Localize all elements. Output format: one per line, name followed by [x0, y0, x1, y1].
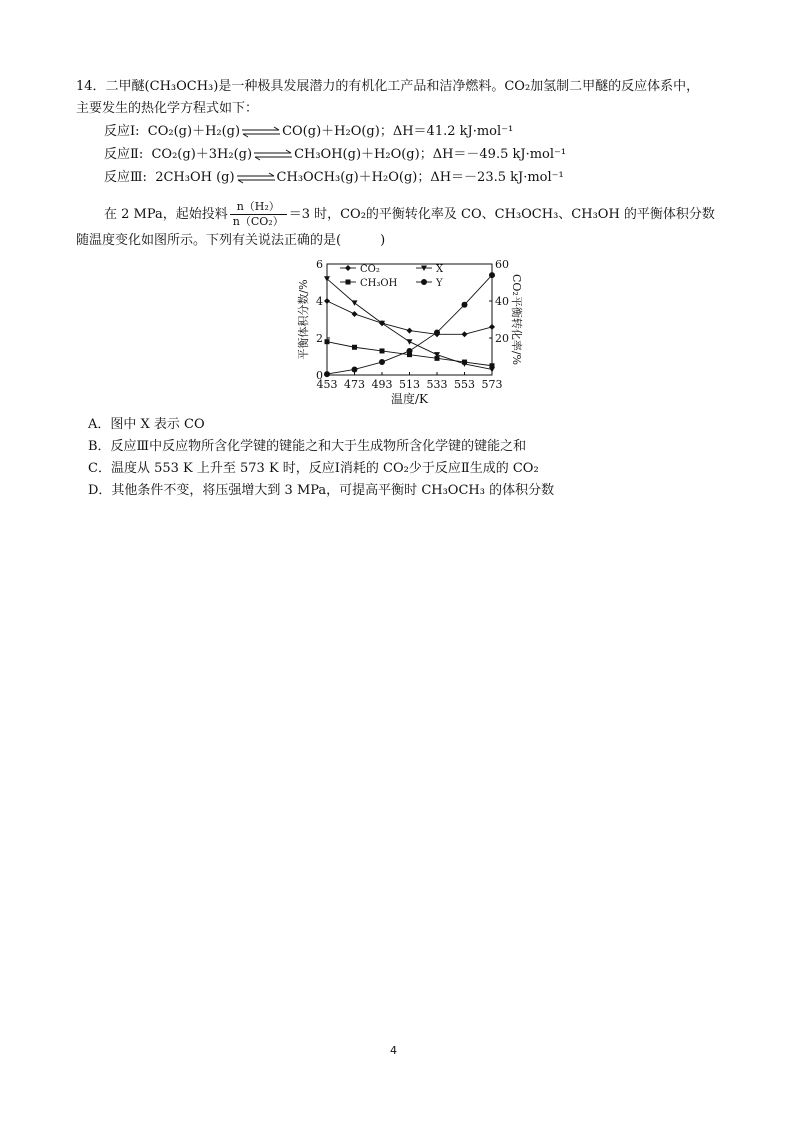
data-point	[352, 300, 358, 306]
question-number: 14．	[76, 79, 106, 94]
x-tick-label: 473	[344, 378, 365, 391]
option-b[interactable]: B．反应Ⅲ中反应物所含化学键的键能之和大于生成物所含化学键的键能之和	[88, 439, 527, 454]
reaction-label: 反应Ⅰ:	[104, 124, 140, 139]
y-left-tick-label: 2	[316, 332, 323, 345]
data-point	[352, 311, 358, 317]
fraction-numerator: n（H₂）	[230, 200, 287, 215]
question-stem-line1	[76, 78, 699, 96]
y-right-tick-label: 20	[495, 332, 509, 345]
option-a[interactable]: A．图中 X 表示 CO	[88, 417, 205, 432]
legend-label: X	[436, 264, 444, 275]
equilibrium-arrow-icon	[236, 173, 276, 183]
data-point	[489, 324, 495, 330]
y-right-tick-label: 40	[495, 295, 509, 308]
condition-post: ＝3 时，CO₂的平衡转化率及 CO、CH₃OCH₃、CH₃OH 的平衡体积分数	[288, 207, 715, 222]
data-point	[407, 348, 413, 354]
legend-marker	[346, 280, 351, 285]
y-left-tick-label: 6	[316, 258, 323, 271]
data-point	[379, 359, 385, 365]
y-right-tick-label: 60	[495, 258, 509, 271]
reaction-products: CH₃OH(g)＋H₂O(g)；ΔH＝－49.5 kJ·mol⁻¹	[294, 147, 567, 162]
data-point	[462, 331, 468, 337]
equilibrium-chart	[282, 250, 523, 410]
reaction-reactants: CO₂(g)＋3H₂(g)	[151, 147, 253, 162]
page-number: 4	[390, 1044, 397, 1057]
reaction-3	[104, 169, 564, 187]
feed-ratio-fraction	[230, 200, 287, 229]
reaction-label: 反应Ⅲ:	[104, 170, 147, 185]
data-point	[407, 339, 413, 345]
x-tick-label: 493	[371, 378, 393, 391]
condition-line1	[104, 200, 715, 229]
condition-pre: 在 2 MPa，起始投料	[104, 207, 228, 222]
reaction-reactants: 2CH₃OH (g)	[155, 170, 235, 185]
y-right-axis-label: CO₂平衡转化率/%	[510, 273, 523, 366]
reaction-products: CH₃OCH₃(g)＋H₂O(g)；ΔH＝－23.5 kJ·mol⁻¹	[276, 170, 564, 185]
y-left-tick-label: 0	[316, 369, 323, 382]
legend-label: Y	[436, 278, 443, 289]
data-point	[435, 356, 440, 361]
data-point	[462, 360, 467, 365]
data-point	[434, 329, 440, 335]
option-d[interactable]: D．其他条件不变，将压强增大到 3 MPa，可提高平衡时 CH₃OCH₃ 的体积分数	[88, 483, 555, 498]
legend-label: CH₃OH	[360, 278, 398, 289]
y-left-tick-label: 4	[316, 295, 323, 308]
data-point	[380, 348, 385, 353]
data-point	[489, 272, 495, 278]
option-c[interactable]: C．温度从 553 K 上升至 573 K 时，反应Ⅰ消耗的 CO₂少于反应Ⅱ生成的 CO₂	[88, 461, 539, 476]
x-tick-label: 453	[316, 378, 338, 391]
data-point	[490, 363, 495, 368]
data-point	[462, 302, 468, 308]
data-point	[324, 371, 330, 377]
legend-marker	[421, 279, 427, 285]
data-point	[352, 366, 358, 372]
reaction-products: CO(g)＋H₂O(g)；ΔH＝41.2 kJ·mol⁻¹	[282, 124, 514, 139]
x-axis-label: 温度/K	[390, 392, 429, 406]
plot-frame	[327, 264, 492, 375]
reaction-label: 反应Ⅱ:	[104, 147, 144, 162]
equilibrium-arrow-icon	[241, 127, 281, 137]
x-tick-label: 553	[454, 378, 475, 391]
legend-label: CO₂	[360, 264, 380, 275]
question-stem-line2: 主要发生的热化学方程式如下：	[76, 101, 259, 116]
equilibrium-arrow-icon	[253, 150, 293, 160]
reaction-2	[104, 146, 566, 164]
reaction-1	[104, 123, 513, 141]
data-point	[352, 345, 357, 350]
data-point	[407, 328, 413, 334]
x-tick-label: 533	[426, 378, 448, 391]
data-point	[324, 298, 330, 304]
x-tick-label: 573	[481, 378, 503, 391]
reaction-reactants: CO₂(g)＋H₂(g)	[147, 124, 241, 139]
series-line	[327, 275, 492, 374]
x-tick-label: 513	[399, 378, 420, 391]
question-stem-text: 二甲醚(CH₃OCH₃)是一种极具发展潜力的有机化工产品和洁净燃料。CO₂加氢制二甲醚的反应体系中，	[105, 79, 700, 94]
data-point	[325, 339, 330, 344]
fraction-denominator: n（CO₂）	[232, 215, 284, 228]
condition-line2: 随温度变化如图所示。下列有关说法正确的是( )	[76, 233, 386, 248]
legend-marker	[345, 265, 351, 271]
y-left-axis-label: 平衡体积分数/%	[297, 279, 310, 360]
